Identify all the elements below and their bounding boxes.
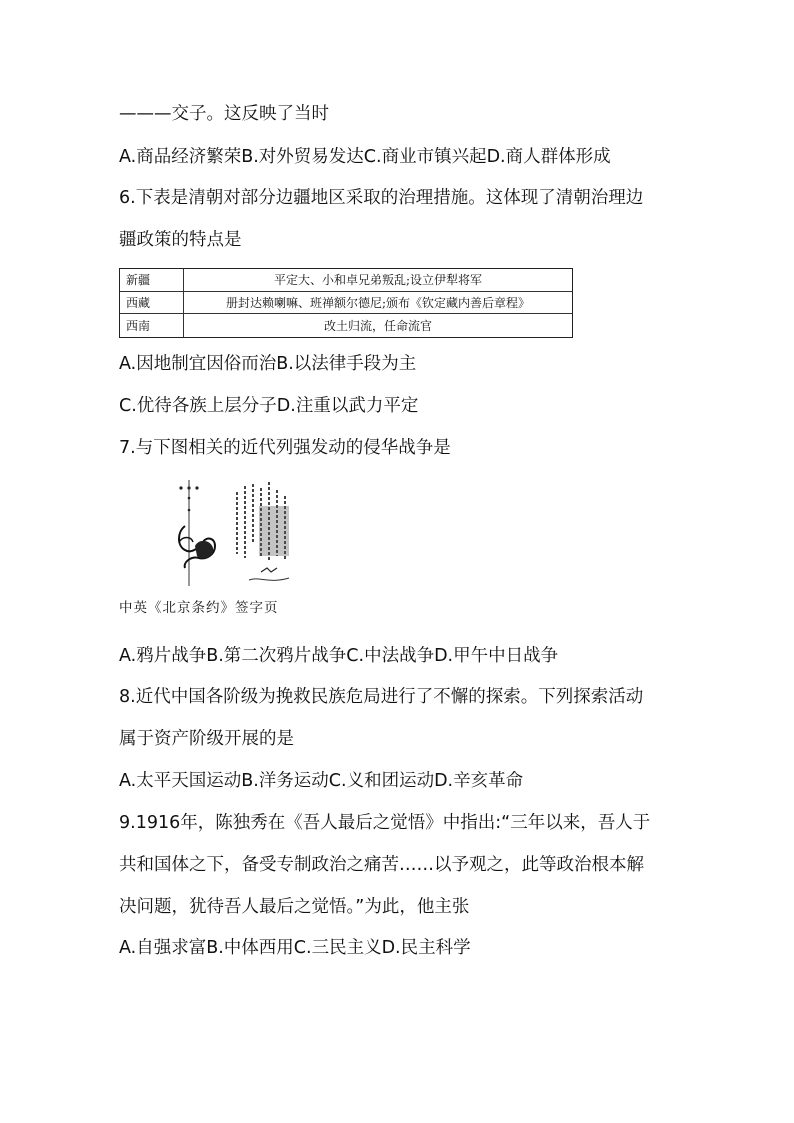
question-6-stem-line-1: 6.下表是清朝对部分边疆地区采取的治理措施。这体现了清朝治理边: [119, 188, 644, 208]
question-7-options: A.鸦片战争B.第二次鸦片战争C.中法战争D.甲午中日战争: [119, 646, 559, 666]
question-9-stem-line-3: 决问题，犹待吾人最后之觉悟。”为此，他主张: [119, 897, 470, 917]
table-row: [120, 314, 572, 337]
question-9-options: A.自强求富B.中体西用C.三民主义D.民主科学: [119, 938, 471, 958]
question-5-options: A.商品经济繁荣B.对外贸易发达C.商业市镇兴起D.商人群体形成: [119, 147, 611, 167]
question-8-options: A.太平天国运动B.洋务运动C.义和团运动D.辛亥革命: [119, 771, 524, 791]
text-line-1: ———交子。这反映了当时: [119, 104, 329, 124]
question-8-stem-line-1: 8.近代中国各阶级为挽救民族危局进行了不懈的探索。下列探索活动: [119, 687, 644, 707]
question-7-stem: 7.与下图相关的近代列强发动的侵华战争是: [119, 438, 451, 458]
question-6-options-line-1: A.因地制宜因俗而治B.以法律手段为主: [119, 354, 417, 374]
table-row: [120, 269, 572, 292]
question-8-stem-line-2: 属于资产阶级开展的是: [119, 729, 294, 749]
treaty-signature-figure: [119, 476, 309, 616]
governance-table: [119, 268, 573, 338]
question-6-stem-line-2: 疆政策的特点是: [119, 230, 242, 250]
table-measure-cell: 册封达赖喇嘛、班禅额尔德尼;颁布《钦定藏内善后章程》: [225, 295, 531, 310]
table-measure-cell: 改土归流，任命流官: [323, 318, 432, 333]
table-row: [120, 292, 572, 315]
table-measure-cell: 平定大、小和卓兄弟叛乱;设立伊犁将军: [273, 273, 483, 288]
question-6-options-line-2: C.优待各族上层分子D.注重以武力平定: [119, 396, 419, 416]
question-9-stem-line-2: 共和国体之下，备受专制政治之痛苦……以予观之，此等政治根本解: [119, 855, 644, 875]
question-9-stem-line-1: 9.1916年，陈独秀在《吾人最后之觉悟》中指出:“三年以来，吾人于: [119, 813, 651, 833]
table-region-cell: 新疆: [120, 269, 184, 291]
table-region-cell: 西藏: [120, 292, 184, 314]
treaty-page-image: [119, 476, 309, 594]
table-region-cell: 西南: [120, 314, 184, 337]
figure-caption: 中英《北京条约》签字页: [119, 600, 279, 616]
